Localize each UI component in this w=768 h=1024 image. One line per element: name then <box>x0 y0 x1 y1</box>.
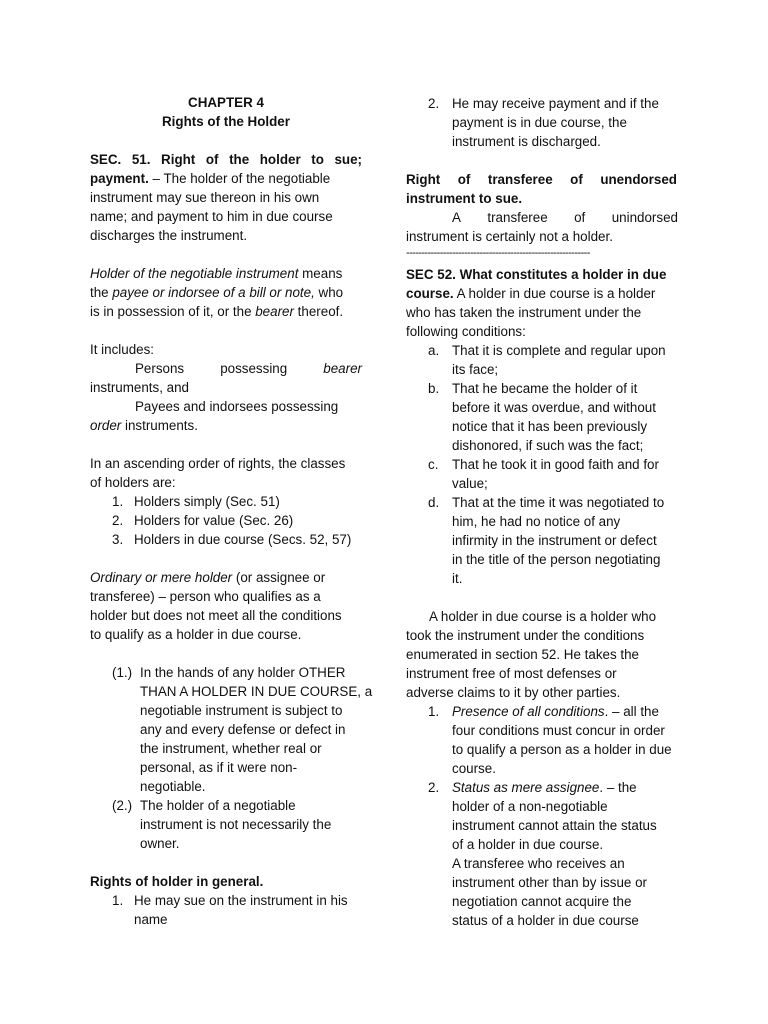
ascending-text: of holders are: <box>90 475 176 490</box>
ordinary-holder-text: to qualify as a holder in due course. <box>90 627 302 642</box>
unendorsed-heading: Right of transferee of unendorsed <box>406 172 677 187</box>
list-item-text: owner. <box>140 836 180 851</box>
list-item-text: Status as mere assignee. – the <box>452 780 637 795</box>
list-item: 1. Holders simply (Sec. 51) <box>112 494 280 509</box>
list-item-text: THAN A HOLDER IN DUE COURSE, a <box>140 684 373 699</box>
list-item-text: value; <box>452 476 488 491</box>
list-item-text: That it is complete and regular upon <box>452 343 666 358</box>
list-item-marker: b. <box>428 381 440 396</box>
sec52-text: following conditions: <box>406 324 526 339</box>
list-item-text: In the hands of any holder OTHER <box>140 665 346 680</box>
ordinary-holder-text: holder but does not meet all the conditions <box>90 608 342 623</box>
list-item-text: in the title of the person negotiating <box>452 552 661 567</box>
list-item-text: negotiable. <box>140 779 206 794</box>
list-item-text: dishonored, if such was the fact; <box>452 438 644 453</box>
includes-line: instruments, and <box>90 380 189 395</box>
list-item-text: Presence of all conditions. – all the <box>452 704 659 719</box>
sec52-text: who has taken the instrument under the <box>406 305 642 320</box>
list-item-text: That he became the holder of it <box>452 381 638 396</box>
sec51-text: instrument may sue thereon in his own <box>90 190 320 205</box>
list-item: 1. He may sue on the instrument in his <box>112 893 348 908</box>
sec51-text: discharges the instrument. <box>90 228 248 243</box>
list-item-text: infirmity in the instrument or defect <box>452 533 657 548</box>
list-item-text: He may receive payment and if the <box>452 96 659 111</box>
list-item-text: to qualify a person as a holder in due <box>452 742 672 757</box>
hdc-paragraph: A holder in due course is a holder who <box>429 609 657 624</box>
list-item-text: A transferee who receives an <box>452 856 625 871</box>
chapter-number: CHAPTER 4 <box>188 95 264 110</box>
list-item-text: of a holder in due course. <box>452 837 604 852</box>
includes-line: Persons possessing bearer <box>135 361 362 376</box>
list-item-text: name <box>134 912 168 927</box>
list-item: 2. Holders for value (Sec. 26) <box>112 513 294 528</box>
includes-heading: It includes: <box>90 342 155 357</box>
list-item-text: instrument other than by issue or <box>452 875 648 890</box>
sec52-text: course. A holder in due course is a holder <box>406 286 656 301</box>
list-item-marker: (1.) <box>112 665 133 680</box>
list-item-text: personal, as if it were non- <box>140 760 298 775</box>
list-item-text: status of a holder in due course <box>452 913 639 928</box>
list-item-text: payment is in due course, the <box>452 115 627 130</box>
unendorsed-heading: instrument to sue. <box>406 191 523 206</box>
list-item: 3. Holders in due course (Secs. 52, 57) <box>112 532 352 547</box>
list-item-text: before it was overdue, and without <box>452 400 656 415</box>
sec51-heading-line: SEC. 51. Right of the holder to sue; <box>90 152 362 167</box>
includes-line: order instruments. <box>90 418 198 433</box>
chapter-title: Rights of the Holder <box>162 114 290 129</box>
holder-definition: the payee or indorsee of a bill or note, who <box>90 285 344 300</box>
list-item-text: instrument cannot attain the status <box>452 818 657 833</box>
list-item-text: four conditions must concur in order <box>452 723 665 738</box>
list-item-text: negotiation cannot acquire the <box>452 894 632 909</box>
rights-general-heading: Rights of holder in general. <box>90 874 264 889</box>
includes-line: Payees and indorsees possessing <box>135 399 339 414</box>
list-item-text: negotiable instrument is subject to <box>140 703 343 718</box>
list-item-text: instrument is discharged. <box>452 134 601 149</box>
dashed-divider: ------------------------------------------------------------ <box>406 247 590 259</box>
list-item-marker: a. <box>428 343 440 358</box>
list-item-text: it. <box>452 571 463 586</box>
sec52-heading: SEC 52. What constitutes a holder in due <box>406 267 667 282</box>
list-item-marker: d. <box>428 495 440 510</box>
list-item-text: course. <box>452 761 496 776</box>
list-item-text: any and every defense or defect in <box>140 722 346 737</box>
unendorsed-text: instrument is certainly not a holder. <box>406 229 613 244</box>
list-item-text: That at the time it was negotiated to <box>452 495 665 510</box>
list-item-marker: 1. <box>428 704 440 719</box>
sec51-text: name; and payment to him in due course <box>90 209 333 224</box>
hdc-paragraph: took the instrument under the conditions <box>406 628 645 643</box>
unendorsed-text: A transferee of unindorsed <box>452 210 678 225</box>
list-item-text: him, he had no notice of any <box>452 514 621 529</box>
ordinary-holder-text: Ordinary or mere holder (or assignee or <box>90 570 326 585</box>
list-item-marker: (2.) <box>112 798 133 813</box>
list-item-text: That he took it in good faith and for <box>452 457 659 472</box>
list-item-text: notice that it has been previously <box>452 419 648 434</box>
list-item-text: the instrument, whether real or <box>140 741 322 756</box>
hdc-paragraph: enumerated in section 52. He takes the <box>406 647 639 662</box>
sec51-text: payment. – The holder of the negotiable <box>90 171 331 186</box>
list-item-marker: 2. <box>428 780 440 795</box>
ordinary-holder-text: transferee) – person who qualifies as a <box>90 589 321 604</box>
list-item-text: The holder of a negotiable <box>140 798 296 813</box>
list-item-text: its face; <box>452 362 499 377</box>
holder-definition: is in possession of it, or the bearer thereof. <box>90 304 344 319</box>
list-item-marker: c. <box>428 457 439 472</box>
list-item-text: holder of a non-negotiable <box>452 799 608 814</box>
ascending-text: In an ascending order of rights, the classes <box>90 456 346 471</box>
hdc-paragraph: adverse claims to it by other parties. <box>406 685 621 700</box>
list-item-marker: 2. <box>428 96 440 111</box>
holder-definition: Holder of the negotiable instrument means <box>90 266 343 281</box>
list-item-text: instrument is not necessarily the <box>140 817 332 832</box>
hdc-paragraph: instrument free of most defenses or <box>406 666 617 681</box>
